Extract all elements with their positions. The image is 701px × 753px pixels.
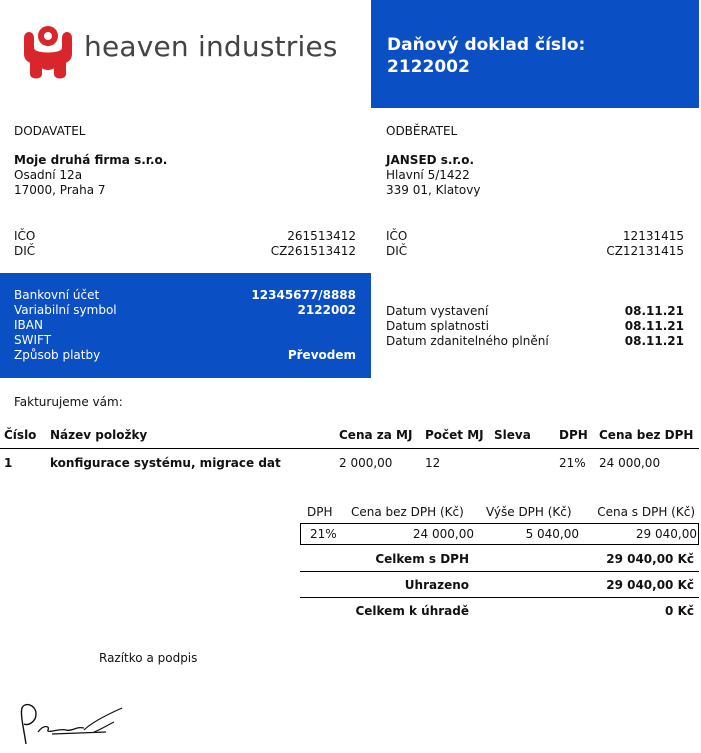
vat-rate: 21% xyxy=(310,527,337,541)
supplier-street: Osadní 12a xyxy=(14,168,83,182)
issue-date-label: Datum vystavení xyxy=(386,304,489,318)
supplier-heading: DODAVATEL xyxy=(14,124,86,138)
vat-col-rate: DPH xyxy=(307,505,333,519)
bank-account-label: Bankovní účet xyxy=(14,288,100,302)
customer-ico: 12131415 xyxy=(622,229,684,243)
paid-amount: 29 040,00 Kč xyxy=(606,578,694,592)
customer-name: JANSED s.r.o. xyxy=(386,153,475,167)
bank-account: 12345677/8888 xyxy=(251,288,356,302)
payment-method-row xyxy=(14,348,356,363)
items-table-header xyxy=(0,424,699,449)
customer-city: 339 01, Klatovy xyxy=(386,183,481,197)
amount-due-row xyxy=(300,598,699,624)
col-quantity: Počet MJ xyxy=(425,428,484,442)
customer-street: Hlavní 5/1422 xyxy=(386,168,470,182)
total-with-vat-row xyxy=(300,546,699,572)
vat-table-header xyxy=(300,502,699,524)
vat-col-amount: Výše DPH (Kč) xyxy=(486,505,572,519)
table-row xyxy=(0,456,699,472)
col-vat: DPH xyxy=(559,428,588,442)
due-date-label: Datum splatnosti xyxy=(386,319,489,333)
due-date: 08.11.21 xyxy=(624,319,684,333)
variable-symbol: 2122002 xyxy=(297,303,356,317)
col-item-name: Název položky xyxy=(50,428,148,442)
document-title: Daňový doklad číslo: xyxy=(387,35,586,55)
due-date-row xyxy=(386,319,684,334)
vat-col-total: Cena s DPH (Kč) xyxy=(597,505,695,519)
item-number: 1 xyxy=(4,456,13,470)
logo-text: heaven industries xyxy=(84,30,338,63)
paid-label: Uhrazeno xyxy=(404,578,469,592)
variable-symbol-row xyxy=(14,303,356,318)
taxable-date-row xyxy=(386,334,684,349)
supplier-dic-row xyxy=(14,244,356,259)
taxable-date-label: Datum zdanitelného plnění xyxy=(386,334,549,348)
item-unit-price: 2 000,00 xyxy=(339,456,393,470)
customer-ico-label: IČO xyxy=(386,229,408,243)
item-name: konfigurace systému, migrace dat xyxy=(50,456,281,470)
issue-date: 08.11.21 xyxy=(624,304,684,318)
supplier-dic: CZ261513412 xyxy=(270,244,356,258)
stamp-signature-label: Razítko a podpis xyxy=(99,651,198,665)
document-number: 2122002 xyxy=(387,57,470,77)
supplier-ico: 261513412 xyxy=(287,229,356,243)
col-unit-price: Cena za MJ xyxy=(339,428,413,442)
swift-row xyxy=(14,333,356,348)
item-total: 24 000,00 xyxy=(599,456,661,470)
customer-ico-row xyxy=(386,229,684,244)
signature-image xyxy=(14,700,129,746)
vat-total: 29 040,00 xyxy=(635,527,697,541)
intro-text: Fakturujeme vám: xyxy=(14,395,123,409)
iban-row xyxy=(14,318,356,333)
supplier-name: Moje druhá firma s.r.o. xyxy=(14,153,168,167)
supplier-dic-label: DIČ xyxy=(14,244,36,258)
total-with-vat: 29 040,00 Kč xyxy=(606,552,694,566)
table-row xyxy=(300,524,699,545)
iban-label: IBAN xyxy=(14,318,43,332)
col-total: Cena bez DPH xyxy=(599,428,694,442)
payment-box xyxy=(0,273,371,378)
issue-date-row xyxy=(386,304,684,319)
amount-due-label: Celkem k úhradě xyxy=(355,604,469,618)
logo-icon xyxy=(20,24,76,80)
amount-due: 0 Kč xyxy=(665,604,694,618)
total-with-vat-label: Celkem s DPH xyxy=(375,552,469,566)
payment-method-label: Způsob platby xyxy=(14,348,101,362)
col-number: Číslo xyxy=(4,428,37,442)
paid-row xyxy=(300,572,699,598)
taxable-date: 08.11.21 xyxy=(624,334,684,348)
item-quantity: 12 xyxy=(425,456,441,470)
document-header xyxy=(371,0,699,108)
customer-dic-label: DIČ xyxy=(386,244,408,258)
payment-method: Převodem xyxy=(287,348,356,362)
customer-heading: ODBĚRATEL xyxy=(386,124,458,138)
supplier-ico-row xyxy=(14,229,356,244)
bank-account-row xyxy=(14,288,356,303)
supplier-city: 17000, Praha 7 xyxy=(14,183,106,197)
supplier-ico-label: IČO xyxy=(14,229,36,243)
col-discount: Sleva xyxy=(494,428,531,442)
item-vat: 21% xyxy=(559,456,586,470)
customer-dic: CZ12131415 xyxy=(606,244,684,258)
vat-base: 24 000,00 xyxy=(412,527,474,541)
swift-label: SWIFT xyxy=(14,333,52,347)
customer-dic-row xyxy=(386,244,684,259)
vat-amount: 5 040,00 xyxy=(525,527,579,541)
vat-col-base: Cena bez DPH (Kč) xyxy=(351,505,464,519)
variable-symbol-label: Variabilní symbol xyxy=(14,303,117,317)
